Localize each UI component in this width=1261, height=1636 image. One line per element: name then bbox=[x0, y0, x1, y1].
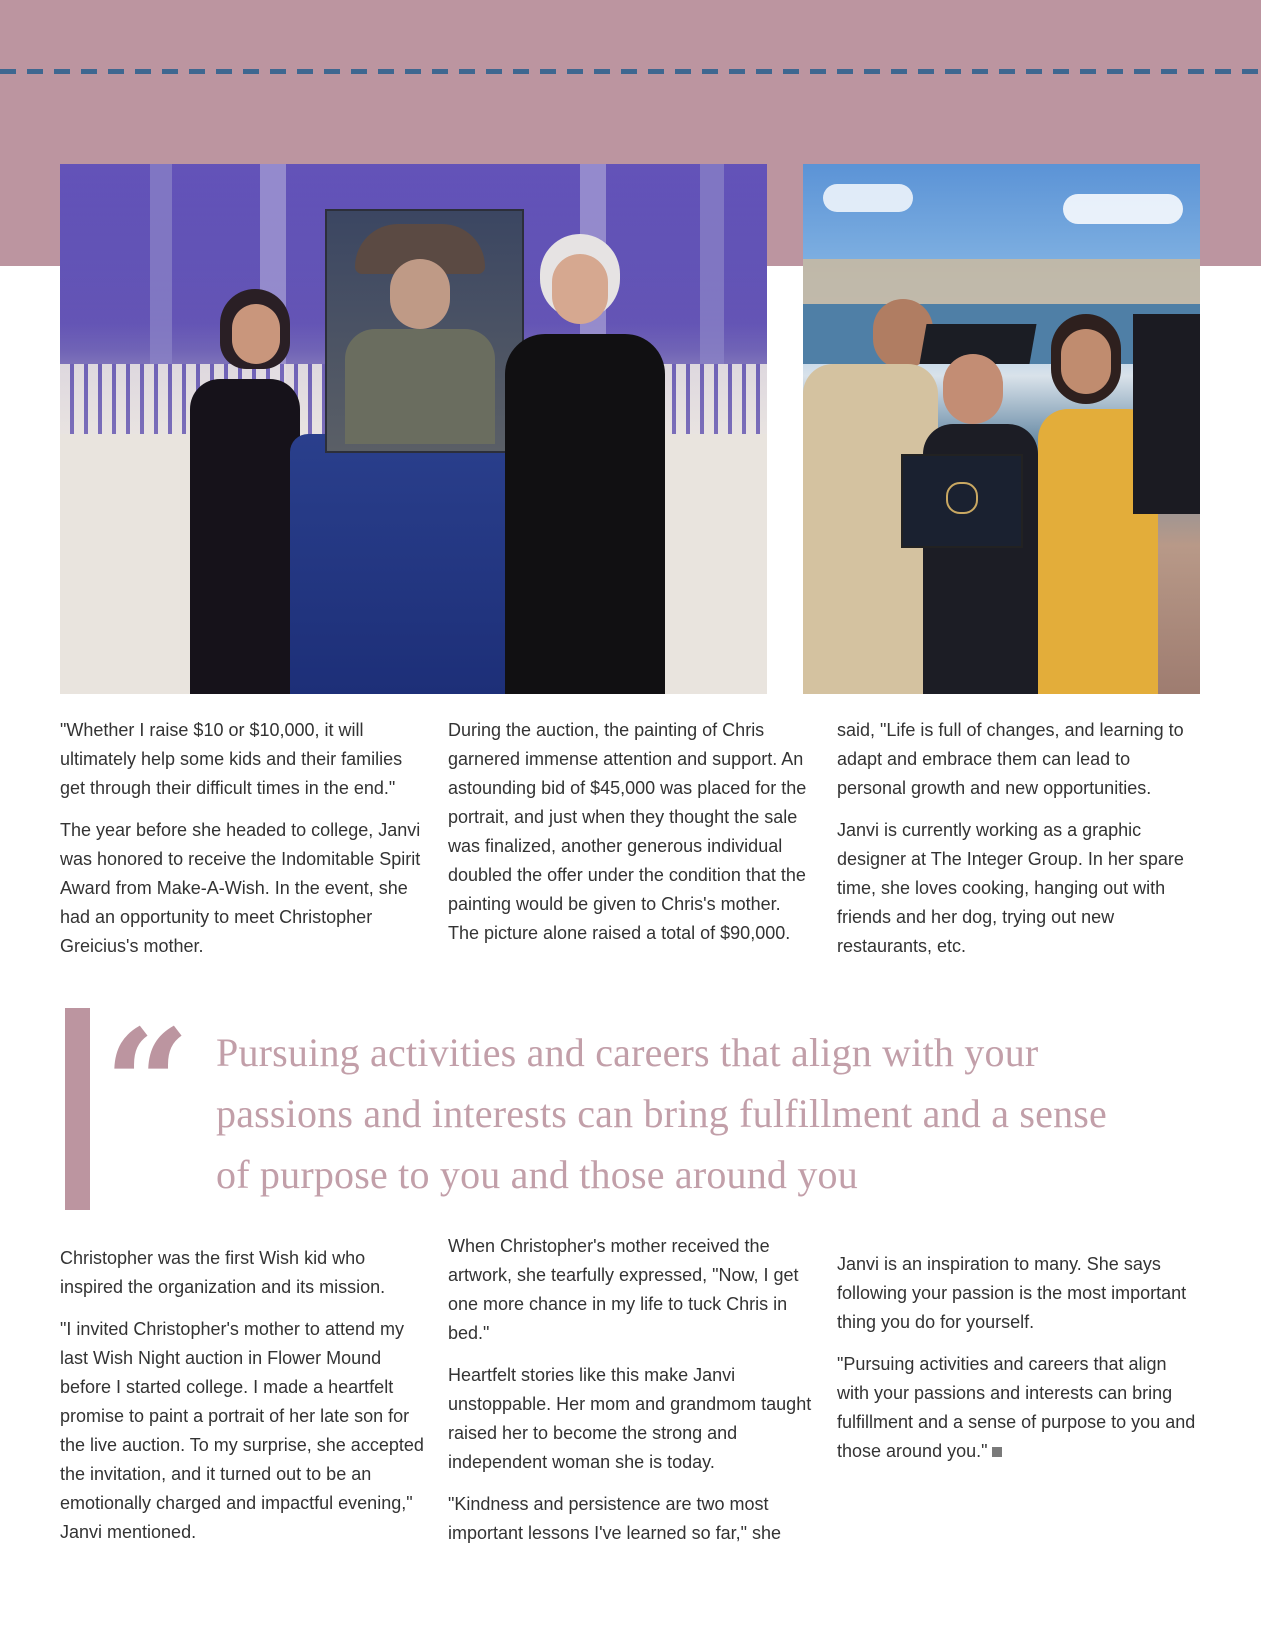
dashed-divider bbox=[0, 69, 1261, 74]
lower-column-3 bbox=[837, 1250, 1197, 1479]
paragraph: Heartfelt stories like this make Janvi unstoppable. Her mom and grandmom taught raised her to become the strong and independent woman she is today. bbox=[448, 1365, 812, 1472]
pull-quote-bar bbox=[65, 1008, 90, 1210]
upper-column-2 bbox=[448, 716, 813, 961]
paragraph: "Kindness and persistence are two most important lessons I've learned so far," she bbox=[448, 1494, 781, 1543]
closing-quote-text: "Pursuing activities and careers that align with your passions and interests can bring fulfillment and a sense of purpose to you and those around you." bbox=[837, 1354, 1196, 1461]
lower-column-1 bbox=[60, 1244, 425, 1560]
auction-portrait-photo bbox=[60, 164, 767, 694]
upper-column-1 bbox=[60, 716, 425, 974]
paragraph bbox=[837, 1350, 1197, 1466]
quote-mark-icon: “ bbox=[104, 997, 191, 1173]
paragraph: The year before she headed to college, Janvi was honored to receive the Indomitable Spirit Award from Make-A-Wish. In the event, she had an opportunity to meet Christopher Greicius's mother. bbox=[60, 820, 421, 956]
paragraph: When Christopher's mother received the artwork, she tearfully expressed, "Now, I get one more chance in my life to tuck Chris in bed." bbox=[448, 1236, 799, 1343]
paragraph: During the auction, the painting of Chris garnered immense attention and support. An astounding bid of $45,000 was placed for the portrait, and just when they thought the sale was finalized, another generous individual doubled the offer under the condition that the painting would be given to Chris's mother. The picture alone raised a total of $90,000. bbox=[448, 720, 807, 943]
paragraph: "I invited Christopher's mother to attend my last Wish Night auction in Flower Mound before I started college. I made a heartfelt promise to paint a portrait of her late son for the live auction. To my surprise, she accepted the invitation, and it turned out to be an emotionally charged and impactful evening," Janvi mentioned. bbox=[60, 1319, 424, 1542]
paragraph: "Whether I raise $10 or $10,000, it will ultimately help some kids and their families get through their difficult times in the end." bbox=[60, 720, 403, 798]
upper-column-3 bbox=[837, 716, 1197, 974]
paragraph: said, "Life is full of changes, and learning to adapt and embrace them can lead to personal growth and new opportunities. bbox=[837, 720, 1184, 798]
paragraph: Janvi is an inspiration to many. She says following your passion is the most important thing you do for yourself. bbox=[837, 1254, 1187, 1332]
paragraph: Janvi is currently working as a graphic designer at The Integer Group. In her spare time, she loves cooking, hanging out with friends and her dog, trying out new restaurants, etc. bbox=[837, 820, 1184, 956]
pull-quote-text: Pursuing activities and careers that align with your passions and interests can bring fulfillment and a sense of purpose to you and those around you bbox=[216, 1030, 1107, 1197]
end-mark-icon bbox=[992, 1447, 1002, 1457]
graduation-family-photo bbox=[803, 164, 1200, 694]
paragraph: Christopher was the first Wish kid who inspired the organization and its mission. bbox=[60, 1248, 386, 1297]
lower-column-2 bbox=[448, 1232, 813, 1561]
